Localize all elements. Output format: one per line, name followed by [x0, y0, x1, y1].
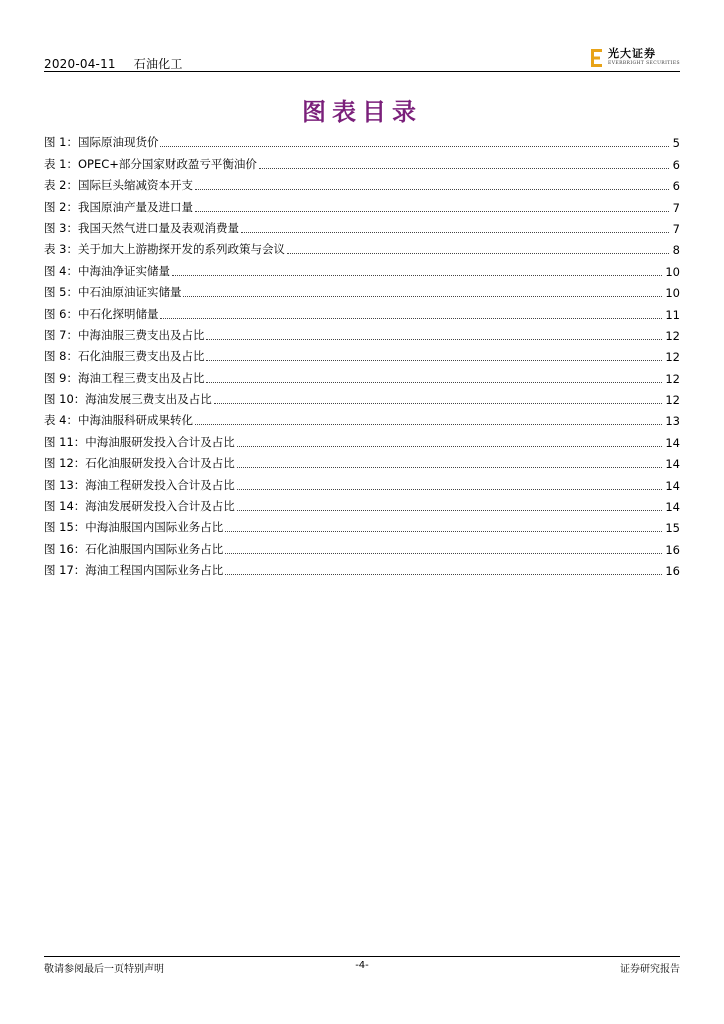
toc-leader-dots [214, 403, 663, 404]
toc-entry-label: 表 4：中海油服科研成果转化 [44, 413, 193, 428]
toc-entry-page: 12 [665, 371, 680, 386]
toc-entry[interactable] [44, 236, 680, 257]
footer-report-type: 证券研究报告 [620, 964, 680, 975]
toc-entry-label: 图 17：海油工程国内国际业务占比 [44, 563, 224, 578]
table-of-figures [44, 129, 680, 578]
toc-entry-page: 7 [672, 200, 680, 215]
header-divider [44, 71, 680, 72]
toc-entry[interactable] [44, 215, 680, 236]
toc-entry-page: 16 [665, 542, 680, 557]
toc-entry[interactable] [44, 129, 680, 150]
toc-leader-dots [172, 275, 662, 276]
toc-entry-label: 图 10：海油发展三费支出及占比 [44, 392, 212, 407]
logo-chinese-name: 光大证券 [608, 47, 657, 60]
toc-entry[interactable] [44, 193, 680, 214]
toc-entry[interactable] [44, 407, 680, 428]
toc-entry[interactable] [44, 343, 680, 364]
toc-leader-dots [206, 339, 662, 340]
toc-entry-label: 图 15：中海油服国内国际业务占比 [44, 520, 224, 535]
toc-leader-dots [225, 574, 662, 575]
toc-entry[interactable] [44, 514, 680, 535]
toc-entry-page: 6 [672, 157, 680, 172]
page-header [44, 48, 680, 72]
toc-entry-label: 图 11：中海油服研发投入合计及占比 [44, 434, 235, 449]
footer-disclaimer: 敬请参阅最后一页特别声明 [44, 964, 164, 975]
toc-entry-page: 10 [665, 286, 680, 301]
toc-entry-label: 图 1：国际原油现货价 [44, 135, 159, 150]
toc-entry-page: 14 [665, 478, 680, 493]
toc-entry-label: 表 2：国际巨头缩减资本开支 [44, 178, 193, 193]
toc-entry-page: 6 [672, 179, 680, 194]
toc-entry-label: 图 5：中石油原油证实储量 [44, 285, 182, 300]
toc-leader-dots [206, 382, 662, 383]
toc-leader-dots [195, 424, 662, 425]
toc-entry[interactable] [44, 279, 680, 300]
toc-entry-label: 图 6：中石化探明储量 [44, 306, 159, 321]
toc-entry-label: 图 7：中海油服三费支出及占比 [44, 327, 205, 342]
toc-leader-dots [237, 489, 663, 490]
toc-entry[interactable] [44, 172, 680, 193]
everbright-logo [590, 48, 680, 70]
toc-entry-page: 8 [672, 243, 680, 258]
toc-entry-page: 5 [672, 136, 680, 151]
toc-entry-label: 图 16：石化油服国内国际业务占比 [44, 541, 224, 556]
toc-leader-dots [195, 189, 669, 190]
toc-entry-label: 表 3：关于加大上游勘探开发的系列政策与会议 [44, 242, 285, 257]
toc-entry-page: 12 [665, 350, 680, 365]
toc-entry[interactable] [44, 364, 680, 385]
toc-entry[interactable] [44, 322, 680, 343]
toc-leader-dots [259, 168, 669, 169]
toc-leader-dots [287, 253, 669, 254]
toc-entry-page: 11 [665, 307, 680, 322]
report-sector: 石油化工 [133, 57, 183, 71]
toc-leader-dots [160, 318, 662, 319]
toc-leader-dots [225, 531, 662, 532]
header-meta [44, 55, 197, 72]
toc-leader-dots [195, 211, 669, 212]
toc-leader-dots [237, 467, 663, 468]
toc-entry-page: 13 [665, 414, 680, 429]
toc-entry-page: 14 [665, 457, 680, 472]
toc-entry[interactable] [44, 300, 680, 321]
toc-entry[interactable] [44, 150, 680, 171]
toc-entry-label: 图 14：海油发展研发投入合计及占比 [44, 499, 235, 514]
toc-entry[interactable] [44, 386, 680, 407]
footer-divider [44, 956, 680, 957]
toc-entry-label: 图 8：石化油服三费支出及占比 [44, 349, 205, 364]
toc-leader-dots [206, 360, 662, 361]
toc-leader-dots [237, 446, 663, 447]
toc-leader-dots [183, 296, 662, 297]
toc-leader-dots [241, 232, 669, 233]
toc-entry-label: 图 4：中海油净证实储量 [44, 263, 170, 278]
toc-entry[interactable] [44, 557, 680, 578]
everbright-logo-icon [590, 48, 604, 68]
toc-entry-label: 表 1：OPEC+部分国家财政盈亏平衡油价 [44, 156, 257, 171]
toc-entry-page: 14 [665, 500, 680, 515]
toc-leader-dots [225, 553, 662, 554]
toc-entry-page: 16 [665, 564, 680, 579]
toc-entry-page: 7 [672, 221, 680, 236]
logo-english-name: EVERBRIGHT SECURITIES [608, 61, 680, 66]
toc-entry[interactable] [44, 493, 680, 514]
toc-entry-label: 图 9：海油工程三费支出及占比 [44, 370, 205, 385]
toc-entry[interactable] [44, 428, 680, 449]
page-number: -4- [355, 960, 369, 971]
toc-leader-dots [160, 146, 669, 147]
toc-entry-page: 12 [665, 328, 680, 343]
toc-entry-label: 图 2：我国原油产量及进口量 [44, 199, 193, 214]
toc-entry-label: 图 13：海油工程研发投入合计及占比 [44, 477, 235, 492]
toc-entry[interactable] [44, 450, 680, 471]
report-date: 2020-04-11 [44, 57, 116, 71]
page-title: 图表目录 [302, 97, 422, 126]
toc-leader-dots [237, 510, 663, 511]
toc-entry-page: 10 [665, 264, 680, 279]
toc-entry-page: 12 [665, 393, 680, 408]
toc-entry-page: 15 [665, 521, 680, 536]
toc-entry[interactable] [44, 535, 680, 556]
toc-entry-label: 图 12：石化油服研发投入合计及占比 [44, 456, 235, 471]
page-footer [44, 960, 680, 976]
toc-entry[interactable] [44, 257, 680, 278]
toc-entry-page: 14 [665, 435, 680, 450]
toc-entry[interactable] [44, 471, 680, 492]
toc-entry-label: 图 3：我国天然气进口量及表观消费量 [44, 220, 239, 235]
